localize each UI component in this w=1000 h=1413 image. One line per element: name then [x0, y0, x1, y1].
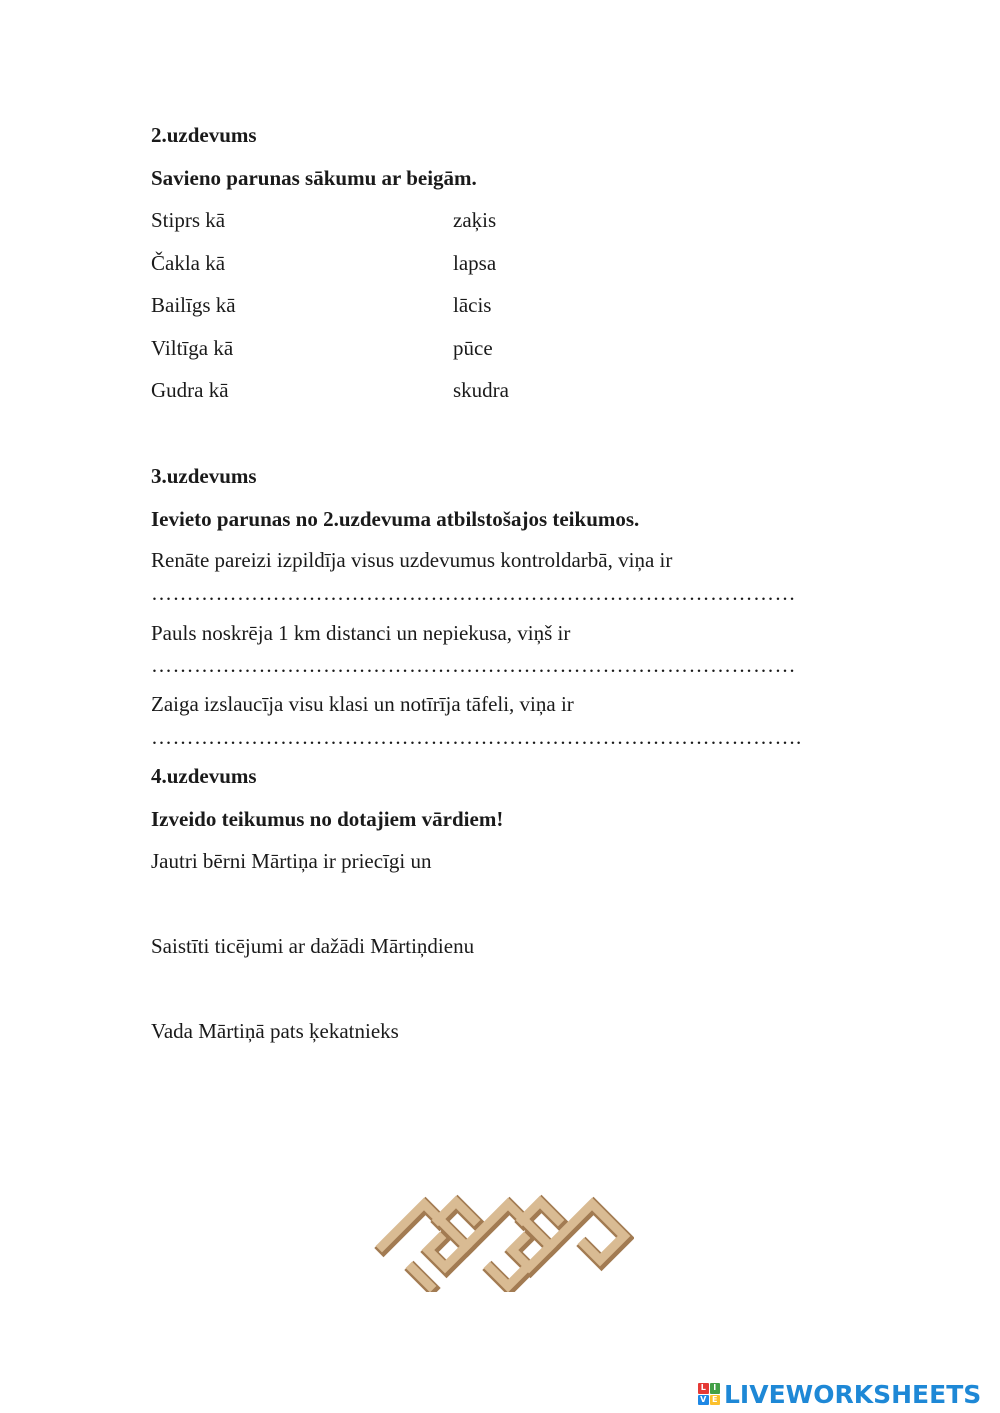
sentence-text: Pauls noskrēja 1 km distanci un nepiekusa, viņš ir	[151, 621, 571, 645]
answer-blank[interactable]: ………………………………………………………………………………	[151, 581, 796, 605]
liveworksheets-logo[interactable]	[698, 1378, 994, 1410]
proverb-start[interactable]: Viltīga kā	[151, 336, 234, 360]
logo-mark-icon: L I V E	[698, 1383, 720, 1405]
task3-heading: 3.uzdevums	[151, 464, 257, 488]
proverb-start[interactable]: Čakla kā	[151, 251, 226, 275]
sentence-text: Renāte pareizi izpildīja visus uzdevumus kontroldarbā, viņa ir	[151, 548, 673, 572]
proverb-start[interactable]: Stiprs kā	[151, 208, 226, 232]
task4-heading: 4.uzdevums	[151, 764, 257, 788]
proverb-start[interactable]: Gudra kā	[151, 378, 229, 402]
logo-text: LIVEWORKSHEETS	[724, 1379, 982, 1409]
answer-blank[interactable]: ………………………………………………………………………………	[151, 653, 796, 677]
sentence-text: Zaiga izslaucīja visu klasi un notīrīja tāfeli, viņa ir	[151, 692, 574, 716]
task4-instruction: Izveido teikumus no dotajiem vārdiem!	[151, 807, 504, 831]
word-set: Vada Mārtiņā pats ķekatnieks	[151, 1019, 399, 1043]
task2-instruction: Savieno parunas sākumu ar beigām.	[151, 166, 477, 190]
task2-heading: 2.uzdevums	[151, 123, 257, 147]
answer-blank[interactable]: ……………………………………………………………………………….	[151, 725, 802, 749]
task3-instruction: Ievieto parunas no 2.uzdevuma atbilstošajos teikumos.	[151, 507, 640, 531]
word-set: Jautri bērni Mārtiņa ir priecīgi un	[151, 849, 432, 873]
ornament-image	[372, 1180, 634, 1292]
proverb-end[interactable]: pūce	[453, 336, 493, 360]
proverb-end[interactable]: lapsa	[453, 251, 497, 275]
proverb-end[interactable]: lācis	[453, 293, 492, 317]
proverb-end[interactable]: zaķis	[453, 208, 497, 232]
word-set: Saistīti ticējumi ar dažādi Mārtiņdienu	[151, 934, 475, 958]
proverb-end[interactable]: skudra	[453, 378, 509, 402]
proverb-start[interactable]: Bailīgs kā	[151, 293, 236, 317]
